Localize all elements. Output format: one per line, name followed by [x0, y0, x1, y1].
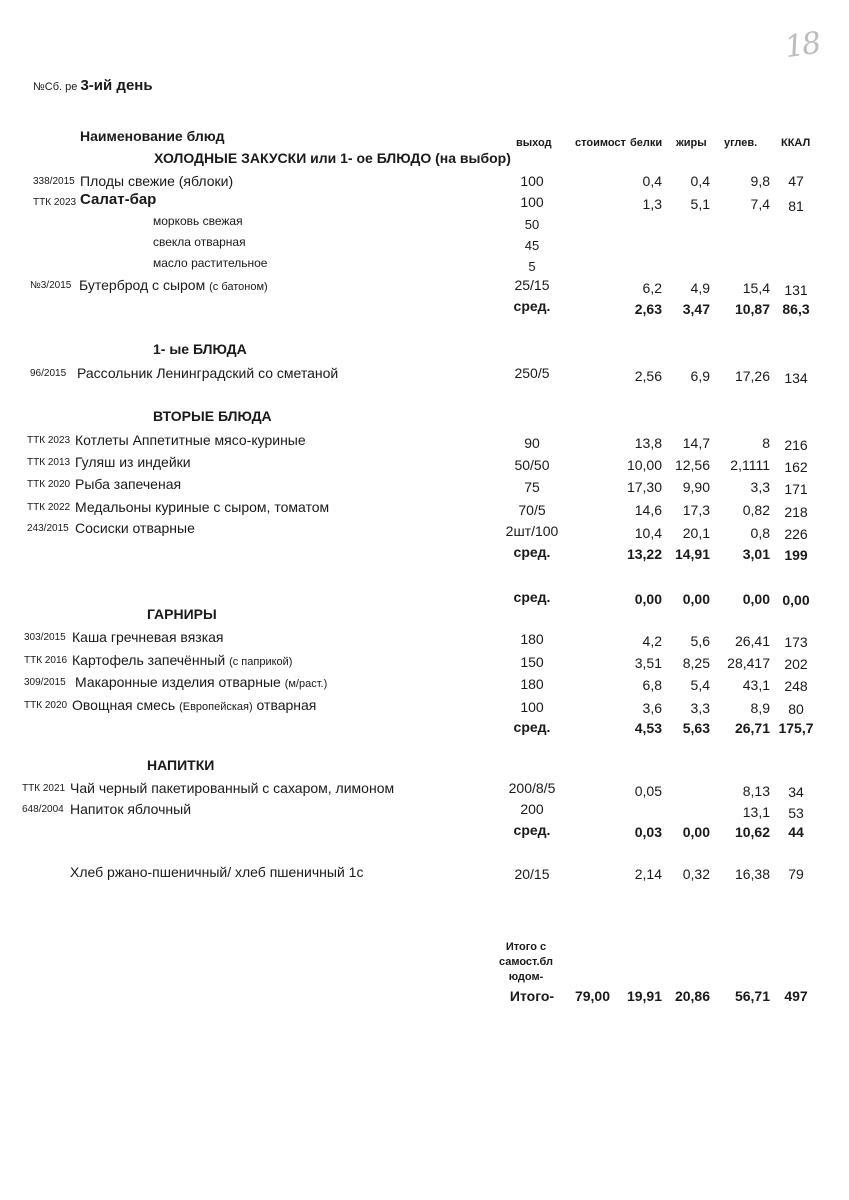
kcal-value: 34 [788, 784, 804, 800]
dish-note: (м/раст.) [284, 678, 328, 690]
handwritten-page-number: 18 [782, 25, 822, 66]
carbs-value: 16,38 [734, 866, 770, 882]
dish-name: Сосиски отварные [75, 520, 195, 536]
output-value: 180 [520, 631, 544, 647]
dish-name: Овощная смесь [72, 697, 176, 713]
section-title-cold: ХОЛОДНЫЕ ЗАКУСКИ или 1- ое БЛЮДО (на выбор) [154, 150, 511, 166]
carbs-value: 2,1111 [730, 457, 770, 473]
ingredient-name: свекла отварная [153, 235, 246, 249]
protein-average: 2,63 [634, 301, 662, 317]
average-label: сред. [513, 589, 551, 605]
fat-value: 12,56 [674, 457, 710, 473]
carbs-value: 43,1 [742, 677, 770, 693]
dish-name: Плоды свежие (яблоки) [80, 173, 234, 189]
carbs-value: 7,4 [750, 196, 770, 212]
kcal-value: 162 [784, 459, 808, 475]
fat-value: 4,9 [690, 280, 710, 296]
protein-value: 13,8 [634, 435, 662, 451]
average-label: сред. [513, 298, 551, 314]
average-label: сред. [513, 822, 551, 838]
total-carbs: 56,71 [734, 988, 770, 1004]
recipe-code: 338/2015 [33, 176, 75, 187]
recipe-code: ТТК 2020 [27, 479, 71, 490]
recipe-code: ТТК 2021 [22, 783, 66, 794]
column-header-carbs: углев. [724, 137, 758, 149]
protein-average: 4,53 [634, 720, 662, 736]
table-row [0, 780, 849, 800]
protein-value: 3,6 [642, 700, 662, 716]
protein-value: 2,14 [634, 866, 662, 882]
carbs-value: 0,82 [742, 502, 770, 518]
recipe-code: ТТК 2013 [27, 457, 71, 468]
protein-value: 0,4 [642, 173, 662, 189]
recipe-code: ТТК 2016 [24, 655, 68, 666]
output-value: 50/50 [514, 457, 550, 473]
totals-row [0, 988, 849, 1008]
fat-average: 0,00 [682, 591, 710, 607]
output-value: 50 [524, 217, 540, 232]
kcal-value: 171 [784, 481, 808, 497]
column-header-output: выход [516, 137, 552, 149]
carbs-value: 8,9 [750, 700, 770, 716]
table-row [0, 432, 849, 452]
fat-value: 5,4 [690, 677, 710, 693]
section-title-drinks: НАПИТКИ [147, 757, 215, 773]
output-value: 200/8/5 [508, 780, 556, 796]
kcal-value: 47 [788, 173, 804, 189]
output-value: 180 [520, 676, 544, 692]
protein-average: 0,00 [634, 591, 662, 607]
protein-value: 6,8 [642, 677, 662, 693]
kcal-value: 131 [784, 282, 808, 298]
fat-value: 0,4 [690, 173, 710, 189]
output-value: 250/5 [514, 365, 550, 381]
dish-name-tail: отварная [256, 697, 317, 713]
kcal-value: 79 [788, 866, 804, 882]
kcal-value: 216 [784, 437, 808, 453]
table-row [0, 864, 849, 884]
average-row [0, 822, 849, 842]
recipe-code: 648/2004 [22, 804, 64, 815]
fat-value: 3,3 [690, 700, 710, 716]
carbs-value: 26,41 [734, 633, 770, 649]
output-value: 25/15 [514, 277, 550, 293]
kcal-value: 134 [784, 370, 808, 386]
fat-value: 9,90 [682, 479, 710, 495]
fat-value: 8,25 [682, 655, 710, 671]
carbs-value: 8,13 [742, 783, 770, 799]
dish-name: Картофель запечённый [72, 652, 226, 668]
ingredient-name: морковь свежая [153, 214, 243, 228]
kcal-value: 226 [784, 526, 808, 542]
total-with-self-dish-label: Итого с самост.бл юдом- [498, 941, 554, 983]
fat-value: 20,1 [682, 525, 710, 541]
protein-value: 0,05 [634, 783, 662, 799]
protein-value: 14,6 [634, 502, 662, 518]
table-row [0, 191, 849, 214]
carbs-average: 0,00 [742, 591, 770, 607]
carbs-value: 0,8 [750, 525, 770, 541]
fat-value: 17,3 [682, 502, 710, 518]
dish-name: Салат-бар [80, 191, 157, 208]
document-header [33, 77, 153, 94]
output-value: 100 [520, 194, 544, 210]
table-row [0, 235, 849, 255]
recipe-code: ТТК 2023 [27, 435, 71, 446]
kcal-value: 53 [788, 805, 804, 821]
table-row [0, 674, 849, 694]
fat-average: 3,47 [682, 301, 710, 317]
section-title-sides: ГАРНИРЫ [147, 606, 217, 622]
carbs-value: 13,1 [742, 804, 770, 820]
protein-value: 3,51 [634, 655, 662, 671]
table-row [0, 499, 849, 519]
dish-name: Хлеб ржано-пшеничный/ хлеб пшеничный 1с [70, 864, 364, 880]
average-label: сред. [513, 719, 551, 735]
fat-value: 6,9 [690, 368, 710, 384]
output-value: 150 [520, 654, 544, 670]
table-row [0, 365, 849, 385]
kcal-value: 248 [784, 678, 808, 694]
fat-average: 5,63 [682, 720, 710, 736]
recipe-code: 309/2015 [24, 677, 66, 688]
dish-name: Макаронные изделия отварные [75, 674, 281, 690]
carbs-average: 26,71 [734, 720, 770, 736]
recipe-code: ТТК 2022 [27, 502, 71, 513]
recipe-code: 96/2015 [30, 368, 67, 379]
average-row [0, 298, 849, 318]
fat-value: 5,1 [690, 196, 710, 212]
kcal-average: 0,00 [782, 592, 810, 608]
table-row [0, 214, 849, 234]
total-label: Итого- [509, 988, 555, 1004]
output-value: 70/5 [518, 502, 546, 518]
output-value: 200 [520, 801, 544, 817]
table-row [0, 256, 849, 276]
table-row [0, 652, 849, 672]
kcal-average: 86,3 [782, 301, 810, 317]
dish-name: Бутерброд с сыром [79, 277, 206, 293]
kcal-value: 218 [784, 504, 808, 520]
carbs-average: 10,62 [734, 824, 770, 840]
table-row [0, 476, 849, 496]
output-value: 5 [528, 259, 536, 274]
output-value: 90 [524, 435, 540, 451]
dish-name: Чай черный пакетированный с сахаром, лимоном [70, 780, 395, 796]
output-value: 45 [524, 238, 540, 253]
recipe-code: 243/2015 [27, 523, 69, 534]
dish-name: Медальоны куриные с сыром, томатом [75, 499, 330, 515]
protein-average: 13,22 [626, 546, 662, 562]
fat-value: 0,32 [682, 866, 710, 882]
dish-name: Рассольник Ленинградский со сметаной [77, 365, 339, 381]
protein-value: 2,56 [634, 368, 662, 384]
table-row [0, 454, 849, 474]
dish-note: (с паприкой) [229, 656, 293, 668]
kcal-value: 173 [784, 634, 808, 650]
header-prefix: №Сб. ре [33, 81, 78, 93]
output-value: 2шт/100 [505, 523, 559, 539]
table-row [0, 277, 849, 297]
table-row [0, 629, 849, 649]
section-title-first: 1- ые БЛЮДА [153, 341, 247, 357]
carbs-value: 28,417 [727, 655, 770, 671]
section-title-second: ВТОРЫЕ БЛЮДА [153, 408, 272, 424]
dish-name: Напиток яблочный [70, 801, 192, 817]
kcal-value: 202 [784, 656, 808, 672]
column-header-cost: стоимост [575, 137, 626, 149]
carbs-value: 15,4 [742, 280, 770, 296]
average-row [0, 719, 849, 739]
kcal-value: 80 [788, 701, 804, 717]
ingredient-name: масло растительное [153, 256, 268, 270]
protein-value: 6,2 [642, 280, 662, 296]
fat-value: 14,7 [682, 435, 710, 451]
fat-average: 14,91 [674, 546, 710, 562]
dish-note: (Европейская) [179, 701, 253, 713]
kcal-average: 175,7 [778, 720, 814, 736]
carbs-value: 9,8 [750, 173, 770, 189]
average-row [0, 589, 849, 609]
dish-name: Гуляш из индейки [75, 454, 191, 470]
dish-name: Каша гречневая вязкая [72, 629, 224, 645]
protein-value: 10,00 [626, 457, 662, 473]
total-kcal: 497 [784, 988, 808, 1004]
average-row [0, 544, 849, 564]
kcal-average: 44 [788, 824, 804, 840]
fat-average: 0,00 [682, 824, 710, 840]
average-label: сред. [513, 544, 551, 560]
carbs-value: 8 [762, 435, 770, 451]
column-header-name: Наименование блюд [80, 128, 225, 144]
total-cost: 79,00 [574, 988, 610, 1004]
column-header-protein: белки [630, 137, 663, 149]
recipe-code: ТТК 2020 [24, 700, 68, 711]
protein-value: 1,3 [642, 196, 662, 212]
protein-average: 0,03 [634, 824, 662, 840]
dish-name: Котлеты Аппетитные мясо-куриные [75, 432, 306, 448]
kcal-average: 199 [784, 547, 808, 563]
recipe-code: №3/2015 [30, 280, 72, 291]
table-row [0, 697, 849, 717]
protein-value: 10,4 [634, 525, 662, 541]
recipe-code: 303/2015 [24, 632, 66, 643]
carbs-value: 3,3 [750, 479, 770, 495]
protein-value: 17,30 [626, 479, 662, 495]
table-row [0, 520, 849, 540]
output-value: 75 [524, 479, 540, 495]
dish-note: (с батоном) [209, 281, 268, 293]
carbs-average: 3,01 [742, 546, 770, 562]
total-protein: 19,91 [626, 988, 662, 1004]
kcal-value: 81 [788, 198, 804, 214]
column-header-kcal: ККАЛ [781, 137, 811, 149]
table-row [0, 173, 849, 193]
dish-name: Рыба запеченая [75, 476, 182, 492]
table-row [0, 801, 849, 821]
output-value: 20/15 [514, 866, 550, 882]
day-title: 3-ий день [80, 77, 153, 94]
carbs-value: 17,26 [734, 368, 770, 384]
recipe-code: ТТК 2023 [33, 197, 77, 208]
carbs-average: 10,87 [734, 301, 770, 317]
fat-value: 5,6 [690, 633, 710, 649]
total-fat: 20,86 [674, 988, 710, 1004]
output-value: 100 [520, 173, 544, 189]
output-value: 100 [520, 699, 544, 715]
column-header-fat: жиры [676, 137, 707, 149]
protein-value: 4,2 [642, 633, 662, 649]
